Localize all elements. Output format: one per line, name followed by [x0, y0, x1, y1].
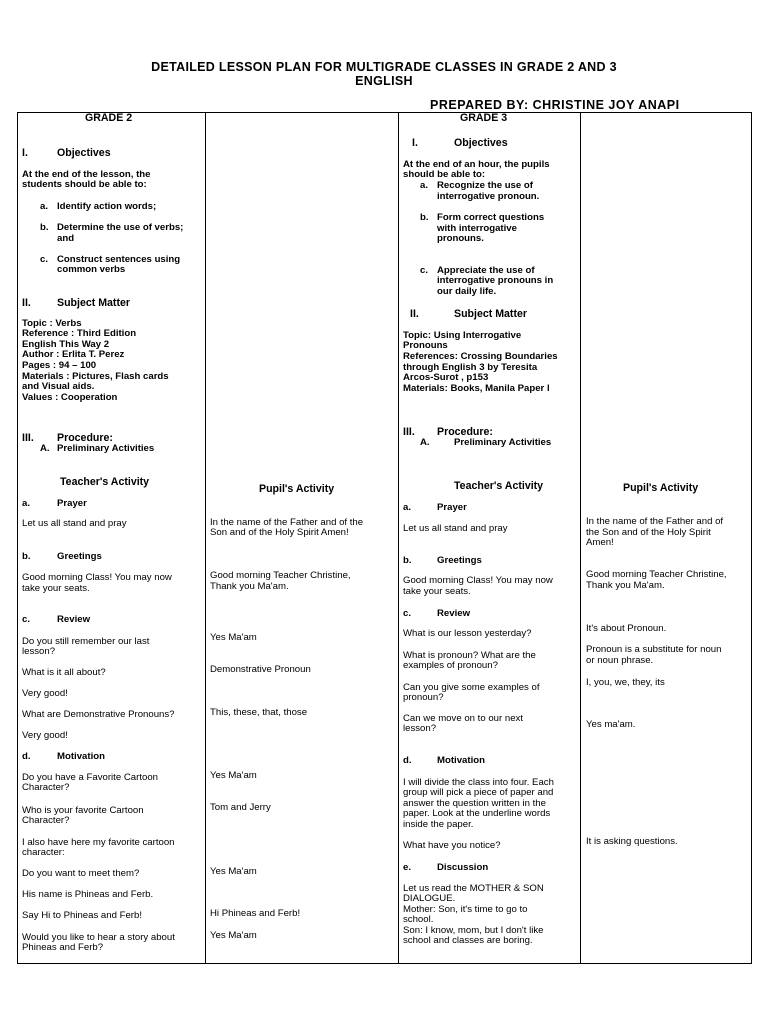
g3-prelim-letter: A. — [420, 437, 430, 448]
g3-obj-intro-2: should be able to: — [403, 169, 486, 180]
g2-obj-intro-2: students should be able to: — [22, 179, 147, 190]
g3-disc-line: school. — [403, 914, 434, 925]
g3-obj-a-letter: a. — [420, 180, 429, 191]
g2-prayer-label: Prayer — [57, 498, 87, 509]
g2-prayer-pupil-2: Son and of the Holy Spirit Amen! — [210, 527, 349, 538]
g3-review-teacher-4a: Can we move on to our next — [403, 713, 523, 724]
g2-proc-num: III. — [22, 432, 34, 444]
g2-motiv-teacher-1b: Character? — [22, 782, 70, 793]
g3-review-pupil-2b: or noun phrase. — [586, 655, 654, 666]
g2-prayer-teacher: Let us all stand and pray — [22, 518, 127, 529]
g2-motiv-teacher-3a: I also have here my favorite cartoon — [22, 837, 175, 848]
g3-greet-teacher-2: take your seats. — [403, 586, 471, 597]
g2-sm-num: II. — [22, 297, 31, 309]
g2-sm-line: English This Way 2 — [22, 339, 110, 350]
g3-sm-label: Subject Matter — [454, 308, 527, 320]
g2-greet-teacher-2: take your seats. — [22, 583, 90, 594]
grade2-header: GRADE 2 — [85, 112, 133, 124]
g3-sm-line: through English 3 by Teresita — [403, 362, 538, 373]
g3-pupil-header: Pupil's Activity — [623, 482, 699, 494]
g2-sm-line: Topic : Verbs — [22, 318, 82, 329]
g3-proc-num: III. — [403, 426, 415, 438]
g3-objectives-label: Objectives — [454, 137, 508, 149]
g2-motiv-pupil-6: Hi Phineas and Ferb! — [210, 908, 301, 919]
g2-teacher-header: Teacher's Activity — [60, 476, 150, 488]
g3-disc-line: Let us read the MOTHER & SON — [403, 883, 544, 894]
g3-obj-c-2: interrogative pronouns in — [437, 275, 554, 286]
g2-review-pupil-2: Demonstrative Pronoun — [210, 664, 311, 675]
g2-motiv-teacher-7a: Would you like to hear a story about — [22, 932, 175, 943]
g3-review-pupil-2a: Pronoun is a substitute for noun — [586, 644, 722, 655]
g3-prelim-label: Preliminary Activities — [454, 437, 552, 448]
g2-obj-a: Identify action words; — [57, 201, 157, 212]
g2-obj-c-letter: c. — [40, 254, 49, 265]
g3-prayer-pupil-3: Amen! — [586, 537, 614, 548]
g3-greet-teacher-1: Good morning Class! You may now — [403, 575, 553, 586]
g3-review-pupil-1: It's about Pronoun. — [586, 623, 667, 634]
g3-review-pupil-3: I, you, we, they, its — [586, 677, 665, 688]
g2-motiv-teacher-2b: Character? — [22, 815, 70, 826]
g2-sm-line: Materials : Pictures, Flash cards — [22, 371, 169, 382]
g2-proc-label: Procedure: — [57, 432, 113, 444]
g2-obj-b-2: and — [57, 233, 75, 244]
g3-obj-b-3: pronouns. — [437, 233, 484, 244]
table-right-border — [751, 112, 752, 964]
g3-prayer-pupil-1: In the name of the Father and of — [586, 516, 724, 527]
g3-obj-a-1: Recognize the use of — [437, 180, 533, 191]
g2-motiv-letter: d. — [22, 751, 31, 762]
g2-obj-b-1: Determine the use of verbs; — [57, 222, 184, 233]
g2-review-letter: c. — [22, 614, 31, 625]
table-left-border — [17, 112, 18, 964]
g3-disc-label: Discussion — [437, 862, 489, 873]
g3-sm-line: Materials: Books, Manila Paper l — [403, 383, 550, 394]
g3-disc-letter: e. — [403, 862, 412, 873]
col-divider-1 — [205, 112, 206, 964]
g3-greet-pupil-1: Good morning Teacher Christine, — [586, 569, 727, 580]
g2-motiv-pupil-7: Yes Ma'am — [210, 930, 257, 941]
g3-obj-b-2: with interrogative — [437, 223, 517, 234]
g3-motiv-teacher-1: inside the paper. — [403, 819, 474, 830]
g3-motiv-teacher-1: answer the question written in the — [403, 798, 546, 809]
g2-greet-teacher-1: Good morning Class! You may now — [22, 572, 172, 583]
g3-review-teacher-2b: examples of pronoun? — [403, 660, 498, 671]
g3-motiv-teacher-1: group will pick a piece of paper and — [403, 787, 554, 798]
table-bottom-border — [17, 963, 752, 964]
g3-disc-line: Son: I know, mom, but I don't like — [403, 925, 544, 936]
g3-sm-line: Arcos-Surot , p153 — [403, 372, 489, 383]
g2-review-teacher-3: Very good! — [22, 688, 68, 699]
g2-obj-c-2: common verbs — [57, 264, 126, 275]
g2-review-teacher-5: Very good! — [22, 730, 68, 741]
g3-obj-b-1: Form correct questions — [437, 212, 545, 223]
g3-motiv-teacher-2: What have you notice? — [403, 840, 501, 851]
g3-obj-a-2: interrogative pronoun. — [437, 191, 540, 202]
g2-greet-label: Greetings — [57, 551, 102, 562]
g2-review-teacher-1a: Do you still remember our last — [22, 636, 150, 647]
g2-motiv-pupil-1: Yes Ma'am — [210, 770, 257, 781]
g3-proc-label: Procedure: — [437, 426, 493, 438]
g3-obj-c-1: Appreciate the use of — [437, 265, 535, 276]
doc-subtitle: ENGLISH — [355, 74, 413, 88]
g2-review-teacher-1b: lesson? — [22, 646, 56, 657]
g2-motiv-teacher-7b: Phineas and Ferb? — [22, 942, 104, 953]
g2-obj-c-1: Construct sentences using — [57, 254, 181, 265]
g2-greet-pupil-2: Thank you Ma'am. — [210, 581, 289, 592]
g2-sm-line: and Visual aids. — [22, 381, 95, 392]
g3-motiv-label: Motivation — [437, 755, 485, 766]
g3-greet-label: Greetings — [437, 555, 482, 566]
g3-prayer-letter: a. — [403, 502, 412, 513]
g2-objectives-num: I. — [22, 147, 28, 159]
g3-sm-num: II. — [410, 308, 419, 320]
g3-review-teacher-4b: lesson? — [403, 723, 437, 734]
g3-review-teacher-3a: Can you give some examples of — [403, 682, 540, 693]
prepared-by: PREPARED BY: CHRISTINE JOY ANAPI — [430, 98, 680, 112]
g2-sm-line: Reference : Third Edition — [22, 328, 137, 339]
g3-obj-b-letter: b. — [420, 212, 429, 223]
g3-teacher-header: Teacher's Activity — [454, 480, 544, 492]
g2-sm-line: Pages : 94 – 100 — [22, 360, 97, 371]
g2-prayer-letter: a. — [22, 498, 31, 509]
g3-obj-c-3: our daily life. — [437, 286, 497, 297]
grade3-header: GRADE 3 — [460, 112, 508, 124]
doc-title: DETAILED LESSON PLAN FOR MULTIGRADE CLASSES IN GRADE 2 AND 3 — [151, 60, 617, 74]
g3-greet-letter: b. — [403, 555, 412, 566]
g2-greet-pupil-1: Good morning Teacher Christine, — [210, 570, 351, 581]
g2-prelim-letter: A. — [40, 443, 50, 454]
g2-greet-letter: b. — [22, 551, 31, 562]
g3-disc-line: DIALOGUE. — [403, 893, 456, 904]
g2-motiv-pupil-2: Tom and Jerry — [210, 802, 271, 813]
g2-motiv-teacher-6: Say Hi to Phineas and Ferb! — [22, 910, 142, 921]
g2-motiv-teacher-4: Do you want to meet them? — [22, 868, 140, 879]
g2-motiv-pupil-4: Yes Ma'am — [210, 866, 257, 877]
g3-obj-c-letter: c. — [420, 265, 429, 276]
g3-review-label: Review — [437, 608, 471, 619]
g3-motiv-letter: d. — [403, 755, 412, 766]
g2-motiv-teacher-5: His name is Phineas and Ferb. — [22, 889, 154, 900]
g3-prayer-pupil-2: the Son and of the Holy Spirit — [586, 527, 711, 538]
g3-review-teacher-1: What is our lesson yesterday? — [403, 628, 532, 639]
g2-review-teacher-4: What are Demonstrative Pronouns? — [22, 709, 175, 720]
g2-motiv-teacher-3b: character: — [22, 847, 65, 858]
g2-review-teacher-2: What is it all about? — [22, 667, 106, 678]
g3-review-teacher-2a: What is pronoun? What are the — [403, 650, 536, 661]
col-divider-2 — [398, 112, 399, 964]
col-divider-3 — [580, 112, 581, 964]
g2-review-label: Review — [57, 614, 91, 625]
g3-disc-line: school and classes are boring. — [403, 935, 533, 946]
g3-obj-intro-1: At the end of an hour, the pupils — [403, 159, 550, 170]
g3-review-pupil-4: Yes ma'am. — [586, 719, 636, 730]
g2-sm-label: Subject Matter — [57, 297, 130, 309]
g2-prelim-label: Preliminary Activities — [57, 443, 155, 454]
g3-objectives-num: I. — [412, 137, 418, 149]
g3-motiv-teacher-1: I will divide the class into four. Each — [403, 777, 554, 788]
g3-sm-line: References: Crossing Boundaries — [403, 351, 558, 362]
g2-obj-a-letter: a. — [40, 201, 49, 212]
g3-prayer-label: Prayer — [437, 502, 467, 513]
g3-motiv-teacher-1: paper. Look at the underline words — [403, 808, 551, 819]
g2-sm-line: Author : Erlita T. Perez — [22, 349, 125, 360]
g3-sm-line: Topic: Using Interrogative — [403, 330, 522, 341]
g2-review-pupil-1: Yes Ma'am — [210, 632, 257, 643]
g3-review-teacher-3b: pronoun? — [403, 692, 444, 703]
g2-motiv-teacher-2a: Who is your favorite Cartoon — [22, 805, 144, 816]
g3-greet-pupil-2: Thank you Ma'am. — [586, 580, 665, 591]
g2-objectives-label: Objectives — [57, 147, 111, 159]
g2-obj-b-letter: b. — [40, 222, 49, 233]
g3-motiv-pupil-2: It is asking questions. — [586, 836, 678, 847]
g3-disc-line: Mother: Son, it's time to go to — [403, 904, 528, 915]
g2-pupil-header: Pupil's Activity — [259, 483, 335, 495]
g3-sm-line: Pronouns — [403, 340, 448, 351]
g2-sm-line: Values : Cooperation — [22, 392, 118, 403]
g2-prayer-pupil-1: In the name of the Father and of the — [210, 517, 364, 528]
g2-motiv-teacher-1a: Do you have a Favorite Cartoon — [22, 772, 158, 783]
g2-obj-intro-1: At the end of the lesson, the — [22, 169, 151, 180]
g2-motiv-label: Motivation — [57, 751, 105, 762]
g3-review-letter: c. — [403, 608, 412, 619]
g2-review-pupil-4: This, these, that, those — [210, 707, 308, 718]
g3-prayer-teacher: Let us all stand and pray — [403, 523, 508, 534]
